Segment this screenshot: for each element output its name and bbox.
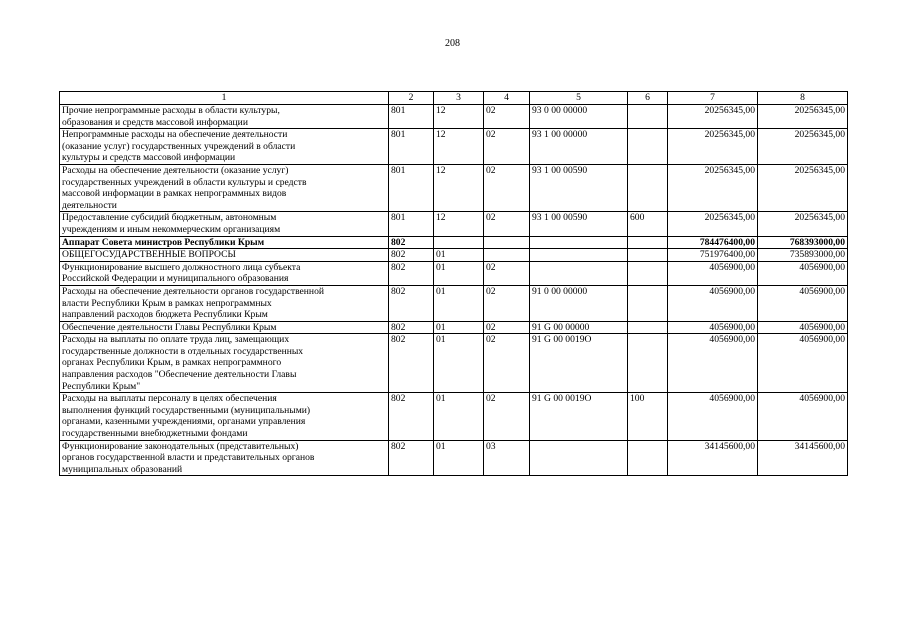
- row-description: [60, 334, 389, 393]
- row-description: [60, 285, 389, 321]
- section-code: 12: [434, 129, 484, 165]
- ministry-code: 802: [389, 393, 434, 440]
- expense-type-code: [628, 334, 668, 393]
- description-line: Аппарат Совета министров Республики Крым: [62, 236, 265, 248]
- subsection-code: 02: [484, 212, 530, 236]
- amount-year-1: 4056900,00: [668, 285, 758, 321]
- header-col-5: 5: [530, 92, 628, 105]
- budget-table: [59, 91, 848, 476]
- target-article-code: 91 G 00 0019O: [530, 393, 628, 440]
- amount-year-2: 4056900,00: [758, 261, 848, 285]
- header-col-3: 3: [434, 92, 484, 105]
- expense-type-code: [628, 285, 668, 321]
- amount-year-1: 4056900,00: [668, 261, 758, 285]
- subsection-code: [484, 249, 530, 262]
- row-description: [60, 261, 389, 285]
- description-line: Республики Крым": [62, 380, 141, 392]
- target-article-code: [530, 440, 628, 476]
- table-row: [60, 105, 848, 129]
- description-line: Обеспечение деятельности Главы Республики Крым: [62, 321, 277, 333]
- section-code: 12: [434, 105, 484, 129]
- row-description: [60, 105, 389, 129]
- section-code: 01: [434, 261, 484, 285]
- description-line: Российской Федерации и муниципального образования: [62, 273, 289, 285]
- subsection-code: [484, 236, 530, 249]
- section-code: 01: [434, 393, 484, 440]
- amount-year-1: 751976400,00: [668, 249, 758, 262]
- amount-year-1: 4056900,00: [668, 321, 758, 334]
- description-line: культуры и средств массовой информации: [62, 152, 236, 164]
- ministry-code: 802: [389, 321, 434, 334]
- amount-year-1: 34145600,00: [668, 440, 758, 476]
- amount-year-1: 784476400,00: [668, 236, 758, 249]
- header-col-4: 4: [484, 92, 530, 105]
- table-row: [60, 261, 848, 285]
- expense-type-code: 600: [628, 212, 668, 236]
- expense-type-code: [628, 105, 668, 129]
- header-col-8: 8: [758, 92, 848, 105]
- amount-year-1: 4056900,00: [668, 393, 758, 440]
- ministry-code: 801: [389, 129, 434, 165]
- amount-year-2: 20256345,00: [758, 129, 848, 165]
- target-article-code: 93 0 00 00000: [530, 105, 628, 129]
- amount-year-1: 20256345,00: [668, 164, 758, 211]
- table-row: [60, 236, 848, 249]
- expense-type-code: [628, 261, 668, 285]
- ministry-code: 802: [389, 334, 434, 393]
- description-line: органах Республики Крым, в рамках непрограммного: [62, 357, 282, 369]
- description-line: Прочие непрограммные расходы в области культуры,: [62, 105, 280, 116]
- target-article-code: 93 1 00 00590: [530, 212, 628, 236]
- ministry-code: 802: [389, 440, 434, 476]
- header-col-2: 2: [389, 92, 434, 105]
- subsection-code: 02: [484, 285, 530, 321]
- subsection-code: 03: [484, 440, 530, 476]
- amount-year-2: 34145600,00: [758, 440, 848, 476]
- description-line: Расходы на обеспечение деятельности (оказание услуг): [62, 164, 289, 176]
- amount-year-2: 735893000,00: [758, 249, 848, 262]
- subsection-code: 02: [484, 393, 530, 440]
- description-line: государственных учреждений в области культуры и средств: [62, 176, 307, 188]
- expense-type-code: [628, 440, 668, 476]
- table-body: [60, 105, 848, 476]
- description-line: Функционирование законодательных (представительных): [62, 440, 299, 452]
- description-line: органами, казенными учреждениями, органами управления: [62, 416, 306, 428]
- description-line: государственные должности в отдельных государственных: [62, 345, 304, 357]
- amount-year-1: 20256345,00: [668, 129, 758, 165]
- amount-year-2: 4056900,00: [758, 321, 848, 334]
- subsection-code: 02: [484, 129, 530, 165]
- row-description: [60, 129, 389, 165]
- expense-type-code: [628, 236, 668, 249]
- page-number: 208: [445, 38, 460, 49]
- amount-year-2: 20256345,00: [758, 105, 848, 129]
- target-article-code: 91 G 00 0019O: [530, 334, 628, 393]
- section-code: 01: [434, 321, 484, 334]
- target-article-code: 91 G 00 00000: [530, 321, 628, 334]
- target-article-code: [530, 249, 628, 262]
- row-description: [60, 249, 389, 262]
- amount-year-2: 4056900,00: [758, 393, 848, 440]
- expense-type-code: 100: [628, 393, 668, 440]
- target-article-code: 93 1 00 00000: [530, 129, 628, 165]
- description-line: власти Республики Крым в рамках непрограммных: [62, 297, 272, 309]
- section-code: 12: [434, 212, 484, 236]
- row-description: [60, 164, 389, 211]
- description-line: государственными внебюджетными фондами: [62, 428, 248, 440]
- description-line: Расходы на обеспечение деятельности органов государственной: [62, 285, 325, 297]
- amount-year-2: 20256345,00: [758, 164, 848, 211]
- subsection-code: 02: [484, 105, 530, 129]
- target-article-code: 91 0 00 00000: [530, 285, 628, 321]
- table-row: [60, 212, 848, 236]
- section-code: [434, 236, 484, 249]
- amount-year-1: 4056900,00: [668, 334, 758, 393]
- target-article-code: [530, 236, 628, 249]
- amount-year-2: 768393000,00: [758, 236, 848, 249]
- ministry-code: 801: [389, 164, 434, 211]
- table-row: [60, 321, 848, 334]
- ministry-code: 802: [389, 285, 434, 321]
- amount-year-2: 20256345,00: [758, 212, 848, 236]
- section-code: 01: [434, 334, 484, 393]
- section-code: 01: [434, 285, 484, 321]
- amount-year-1: 20256345,00: [668, 105, 758, 129]
- header-row: [60, 92, 848, 105]
- subsection-code: 02: [484, 321, 530, 334]
- amount-year-1: 20256345,00: [668, 212, 758, 236]
- subsection-code: 02: [484, 261, 530, 285]
- amount-year-2: 4056900,00: [758, 285, 848, 321]
- ministry-code: 802: [389, 261, 434, 285]
- row-description: [60, 321, 389, 334]
- table-row: [60, 334, 848, 393]
- section-code: 01: [434, 440, 484, 476]
- description-line: деятельности: [62, 199, 117, 211]
- ministry-code: 802: [389, 249, 434, 262]
- target-article-code: [530, 261, 628, 285]
- header-col-7: 7: [668, 92, 758, 105]
- amount-year-2: 4056900,00: [758, 334, 848, 393]
- expense-type-code: [628, 164, 668, 211]
- ministry-code: 802: [389, 236, 434, 249]
- subsection-code: 02: [484, 164, 530, 211]
- row-description: [60, 212, 389, 236]
- expense-type-code: [628, 129, 668, 165]
- table-row: [60, 393, 848, 440]
- description-line: (оказание услуг) государственных учреждений в области: [62, 140, 296, 152]
- ministry-code: 801: [389, 212, 434, 236]
- description-line: учреждениям и иным некоммерческим организациям: [62, 223, 281, 235]
- target-article-code: 93 1 00 00590: [530, 164, 628, 211]
- description-line: ОБЩЕГОСУДАРСТВЕННЫЕ ВОПРОСЫ: [62, 249, 236, 261]
- table-row: [60, 440, 848, 476]
- header-col-6: 6: [628, 92, 668, 105]
- row-description: [60, 236, 389, 249]
- description-line: образования и средств массовой информации: [62, 116, 248, 128]
- subsection-code: 02: [484, 334, 530, 393]
- section-code: 01: [434, 249, 484, 262]
- description-line: Предоставление субсидий бюджетным, автономным: [62, 212, 277, 224]
- table-row: [60, 129, 848, 165]
- description-line: органов государственной власти и представительных органов: [62, 452, 315, 464]
- header-col-1: 1: [60, 92, 389, 105]
- expense-type-code: [628, 321, 668, 334]
- description-line: Непрограммные расходы на обеспечение деятельности: [62, 129, 288, 141]
- description-line: Расходы на выплаты персоналу в целях обеспечения: [62, 393, 277, 405]
- ministry-code: 801: [389, 105, 434, 129]
- description-line: Функционирование высшего должностного лица субъекта: [62, 261, 301, 273]
- description-line: Расходы на выплаты по оплате труда лиц, замещающих: [62, 334, 290, 346]
- row-description: [60, 393, 389, 440]
- description-line: муниципальных образований: [62, 463, 183, 475]
- table-row: [60, 285, 848, 321]
- description-line: выполнения функций государственными (муниципальными): [62, 404, 311, 416]
- expense-type-code: [628, 249, 668, 262]
- description-line: направления расходов "Обеспечение деятельности Главы: [62, 369, 297, 381]
- table-row: [60, 164, 848, 211]
- description-line: направлений расходов бюджета Республики Крым: [62, 309, 268, 321]
- description-line: массовой информации в рамках непрограммных видов: [62, 188, 287, 200]
- row-description: [60, 440, 389, 476]
- section-code: 12: [434, 164, 484, 211]
- table-row: [60, 249, 848, 262]
